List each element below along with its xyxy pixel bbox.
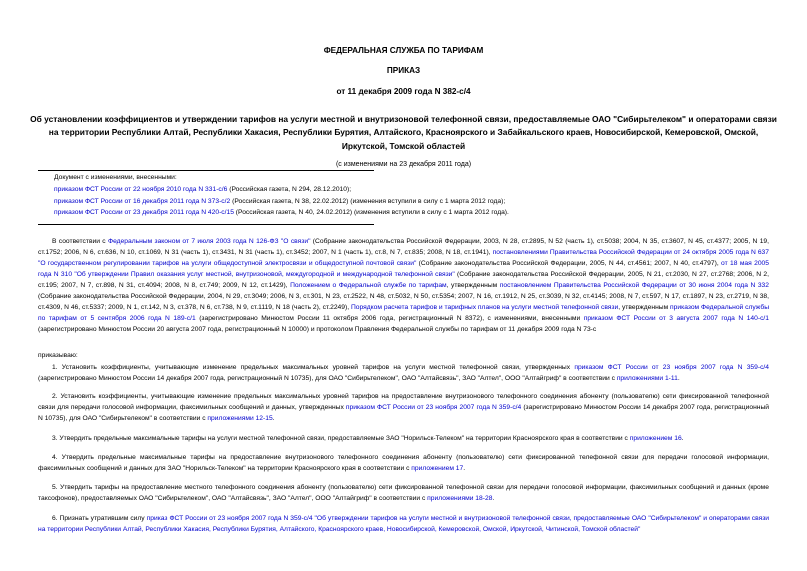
resolution-637-link[interactable]: постановлениями Правительства Российской Федерации от 24 октября 2005 года N 637 "О государственном регулировании тарифов на услуги общедоступной электросвязи и общедоступной почтовой связи" [38,249,769,267]
amendment-note: (с изменениями на 23 декабря 2011 года) [335,161,472,168]
paragraph-3: 3. Утвердить предельные максимальные тарифы на услуги местной телефонной связи, предоставляемые ЗАО "Норильск-Телеком" на территории Красноярского края в соответствии с приложением 16. [52,435,684,442]
paragraph-2: 2. Установить коэффициенты, учитывающие изменение предельных максимальных уровней тарифов на предоставление внутризонового телефонного соединения абоненту (пользователю) сети фиксированной телефонной связи для передачи голосовой информации, факсимильных сообщений и данных, утвержденных приказом ФСТ России от 23 ноября 2007 года N 359-с/4 (зарегистрировано Минюстом России 14 декабря 2007 года, регистрационный N 10735), для ОАО "Сибирьтелеком" в соответствии с приложениями 12-15. [38,393,769,422]
paragraph-1: 1. Установить коэффициенты, учитывающие изменение предельных максимальных уровней тарифов на услуги местной телефонной связи, утвержденных приказом ФСТ России от 23 ноября 2007 года N 359-с/4 (зарегистрировано Минюстом России 14 декабря 2007 года, регистрационный N 10735), для ОАО "Сибирьтелеком", ОАО "Алтайсвязь", ЗАО "Алтел", ООО "Алтайгриф" в соответствии с приложениями 1-11. [38,364,769,382]
appendix-18-28-link[interactable]: приложениями 18-28 [427,495,493,502]
amending-intro: Документ с изменениями, внесенными: [54,174,177,181]
document-type: ПРИКАЗ [386,66,421,75]
document-date-number: от 11 декабря 2009 года N 382-с/4 [336,87,471,96]
paragraph-5: 5. Утвердить тарифы на предоставление местного телефонного соединения абоненту (пользователю) сети фиксированной телефонной связи для передачи голосовой информации, факсимильных сообщений и данных (кроме таксофонов), предоставляемых ОАО "Сибирьтелеком", ОАО "Алтайсвязь", ЗАО "Алтел", ООО "Алтайгриф" в соответствии с приложениями 18-28. [38,484,769,502]
order-140-link[interactable]: приказом ФСТ России от 3 августа 2007 года N 140-с/1 [583,315,770,322]
order-189-link[interactable]: приказом Федеральной службы по тарифам от 5 сентября 2006 года N 189-с/1 [38,304,769,322]
appendix-12-15-link[interactable]: приложениями 12-15 [207,415,273,422]
resolution-310-link[interactable]: от 18 мая 2005 года N 310 "Об утверждении Правил оказания услуг местной, внутризоновой, междугородной и международной телефонной связи" [38,260,769,278]
list-item: приказом ФСТ России от 16 декабря 2011 года N 373-с/2 (Российская газета, N 38, 22.02.2012) (изменения вступили в силу с 1 марта 2012 года); [54,197,506,205]
divider-top [38,170,374,171]
divider-bottom [38,224,374,225]
amending-documents [54,172,754,219]
agency-name: ФЕДЕРАЛЬНАЯ СЛУЖБА ПО ТАРИФАМ [323,46,484,55]
fst-regulation-link[interactable]: Положением о Федеральной службе по тарифам [290,282,447,289]
order-359-link-2[interactable]: приказом ФСТ России от 23 ноября 2007 года N 359-с/4 [345,404,522,411]
tariff-calculation-procedure-link[interactable]: Порядком расчета тарифов и тарифных планов на услуги местной телефонной связи [350,304,619,311]
paragraph-4: 4. Утвердить предельные максимальные тарифы на предоставление внутризонового телефонного соединения абоненту (пользователю) сети фиксированной телефонной связи для передачи голосовой информации, факсимильных сообщений и данных для ЗАО "Норильск-Телеком" на территории Красноярского края в соответствии с приложением 17. [38,454,769,472]
document-title: Об установлении коэффициентов и утверждении тарифов на услуги местной и внутризоновой телефонной связи, предоставляемые ОАО "Сибирьтелеком" и операторами связи на территории Республики Алтай, Республики Хакасия, Республики Бурятия, Алтайского, Красноярского и Забайкальского краев, Новосибирской, Кемеровской, Омской, Иркутской, Томской областей [30,114,777,151]
amending-doc-link-2[interactable]: приказом ФСТ России от 16 декабря 2011 года N 373-с/2 [54,197,231,205]
orders-word: приказываю: [38,352,78,359]
amending-doc-link-1[interactable]: приказом ФСТ России от 22 ноября 2010 года N 331-с/6 [54,185,228,193]
amending-doc-link-3[interactable]: приказом ФСТ России от 23 декабря 2011 года N 420-с/15 [54,209,234,217]
repealed-order-359-link[interactable]: приказ ФСТ России от 23 ноября 2007 года N 359-с/4 "Об утверждении тарифов на услуги местной и внутризоновой телефонной связи, предоставляемые ОАО "Сибирьтелеком" и операторами связи на территории Республики Алтай, Республики Хакасия, Республики Бурятия, Алтайского, Красноярского краев, Новосибирской, Кемеровской, Омской, Иркутской, Читинской, Томской областей" [38,515,770,533]
appendix-16-link[interactable]: приложением 16 [629,435,682,442]
law-126-fz-link[interactable]: Федеральным законом от 7 июля 2003 года N 126-ФЗ "О связи" [107,238,311,245]
list-item: приказом ФСТ России от 23 декабря 2011 года N 420-с/15 (Российская газета, N 40, 24.02.2012) (изменения вступили в силу с 1 марта 2012 года). [54,209,509,217]
preamble-paragraph: В соответствии с Федеральным законом от 7 июля 2003 года N 126-ФЗ "О связи" (Собрание законодательства Российской Федерации, 2003, N 28, ст.2895, N 52 (часть 1), ст.5038; 2004, N 35, ст.3607, N 45, ст.4377; 2005, N 19, ст.1752; 2006, N 6, ст.636, N 10, ст.1069, N 31 (часть 1), ст.3431, N 31 (часть 1), ст.3452; 2007, N 1 (часть 1), ст.8, N 7, ст.835; 2008, N 18, ст.1941), постановлениями Правительства Российской Федерации от 24 октября 2005 года N 637 "О государственном регулировании тарифов на услуги общедоступной электросвязи и общедоступной почтовой связи" (Собрание законодательства Российской Федерации, 2005, N 44, ст.4561; 2007, N 40, ст.4797), от 18 мая 2005 года N 310 "Об утверждении Правил оказания услуг местной, внутризоновой, междугородной и международной телефонной связи" (Собрание законодательства Российской Федерации, 2005, N 21, ст.2030, N 27, ст.2768; 2006, N 2, ст.195; 2007, N 7, ст.898, N 31, ст.4094; 2008, N 8, ст.749; 2009, N 12, ст.1429), Положением о Федеральной службе по тарифам, утвержденным постановлением Правительства Российской Федерации от 30 июня 2004 года N 332 (Собрание законодательства Российской Федерации, 2004, N 29, ст.3049; 2006, N 3, ст.301, N 23, ст.2522, N 48, ст.5032, N 50, ст.5354; 2007, N 16, ст.1912, N 25, ст.3039, N 32, ст.4145; 2008, N 7, ст.597, N 17, ст.1897, N 23, ст.2719, N 38, ст.4309, N 46, ст.5337; 2009, N 1, ст.142, N 3, ст.378, N 6, ст.738, N 9, ст.1119, N 18 (часть 2), ст.2249), Порядком расчета тарифов и тарифных планов на услуги местной телефонной связи, утвержденным приказом Федеральной службы по тарифам от 5 сентября 2006 года N 189-с/1 (зарегистрировано Минюстом России 11 октября 2006 года, регистрационный N 8372), с изменениями, внесенными приказом ФСТ России от 3 августа 2007 года N 140-с/1 (зарегистрировано Минюстом России 20 августа 2007 года, регистрационный N 10000) и протоколом Правления Федеральной службы по тарифам от 11 декабря 2009 года N 73-с [38,238,770,333]
resolution-332-link[interactable]: постановлением Правительства Российской Федерации от 30 июня 2004 года N 332 [499,282,769,289]
paragraph-6: 6. Признать утратившим силу приказ ФСТ России от 23 ноября 2007 года N 359-с/4 "Об утверждении тарифов на услуги местной и внутризоновой телефонной связи, предоставляемые ОАО "Сибирьтелеком" и операторами связи на территории Республики Алтай, Республики Хакасия, Республики Бурятия, Алтайского, Красноярского краев, Новосибирской, Кемеровской, Омской, Иркутской, Читинской, Томской областей" [38,515,770,533]
order-359-link[interactable]: приказом ФСТ России от 23 ноября 2007 года N 359-с/4 [574,364,769,371]
list-item: приказом ФСТ России от 22 ноября 2010 года N 331-с/6 (Российская газета, N 294, 28.12.2010); [54,185,352,193]
appendix-1-11-link[interactable]: приложениями 1-11 [616,375,678,382]
appendix-17-link[interactable]: приложением 17 [411,465,464,472]
